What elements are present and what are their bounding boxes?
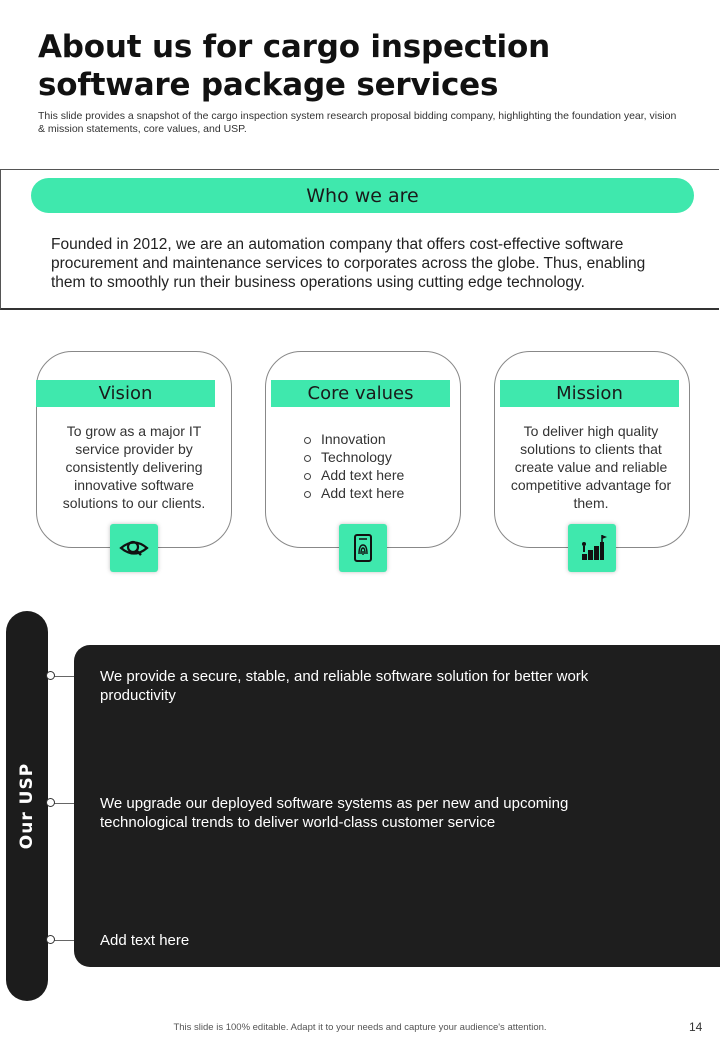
usp-connector	[52, 803, 74, 804]
usp-connector	[52, 940, 74, 941]
fingerprint-phone-icon	[339, 524, 387, 572]
page-number: 14	[689, 1020, 703, 1034]
usp-bullet-dot	[46, 671, 55, 680]
growth-steps-flag-icon	[568, 524, 616, 572]
usp-item: We provide a secure, stable, and reliable software solution for better work productivity	[100, 668, 589, 704]
core-values-heading: Core values	[271, 380, 450, 407]
core-value-item: Add text here	[302, 484, 404, 502]
vision-heading: Vision	[36, 380, 215, 407]
core-values-list	[302, 430, 404, 502]
usp-item: Add text here	[100, 932, 190, 949]
usp-bullet-dot	[46, 935, 55, 944]
core-value-item: Innovation	[302, 430, 404, 448]
who-we-are-heading: Who we are	[31, 178, 694, 213]
usp-label: Our USP	[17, 762, 37, 850]
footer-note: This slide is 100% editable. Adapt it to your needs and capture your audience's attention.	[173, 1022, 547, 1033]
mission-heading: Mission	[500, 380, 679, 407]
who-we-are-text: Founded in 2012, we are an automation company that offers cost-effective software procurement and maintenance services to corporates across the globe. Thus, enabling them to smoothly run their business operations using cutting edge technology.	[51, 236, 646, 291]
core-value-item: Add text here	[302, 466, 404, 484]
page-title: About us for cargo inspection software package services	[38, 29, 550, 103]
mission-text: To deliver high quality solutions to clients that create value and reliable competitive advantage for them.	[510, 423, 672, 511]
core-value-item: Technology	[302, 448, 404, 466]
vision-text: To grow as a major IT service provider by consistently delivering innovative software solutions to our clients.	[62, 423, 206, 511]
eye-search-icon	[110, 524, 158, 572]
usp-connector	[52, 676, 74, 677]
usp-item: We upgrade our deployed software systems as per new and upcoming technological trends to deliver world-class customer service	[100, 795, 569, 831]
usp-bullet-dot	[46, 798, 55, 807]
page-subtitle: This slide provides a snapshot of the cargo inspection system research proposal bidding company, highlighting the foundation year, vision & mission statements, core values, and USP.	[38, 110, 677, 135]
